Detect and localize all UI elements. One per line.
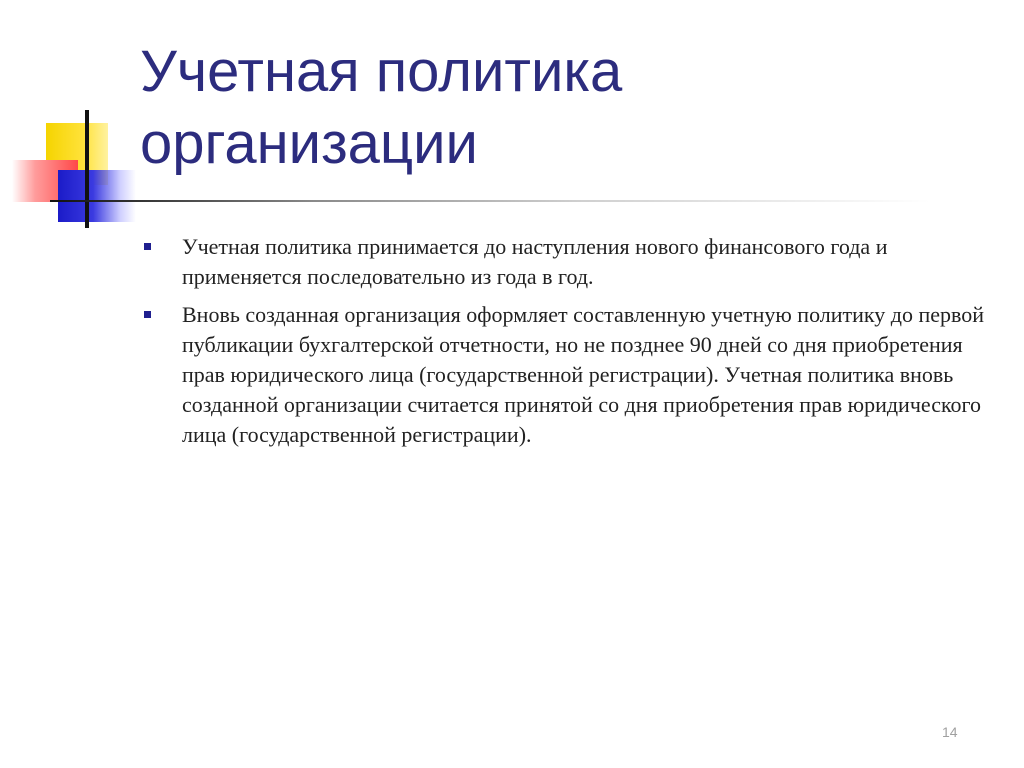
bullet-item: [142, 232, 1002, 292]
slide-title: [140, 36, 960, 180]
slide-title-line-1: Учетная политика: [140, 39, 623, 104]
slide-title-line-2: организации: [140, 111, 478, 176]
bullet-text: Учетная политика принимается до наступления нового финансового года и применяется последовательно из года в год.: [182, 234, 888, 289]
bullet-text: Вновь созданная организация оформляет составленную учетную политику до первой публикации бухгалтерской отчетности, но не позднее 90 дней со дня приобретения прав юридического лица (государственной регистрации). Учетная политика вновь созданной организации считается принятой со дня приобретения прав юридического лица (государственной регистрации).: [182, 302, 985, 447]
page-number: 14: [942, 724, 958, 740]
decorative-vertical-line: [85, 110, 89, 228]
title-underline: [50, 200, 930, 202]
bullet-item: [142, 300, 1002, 450]
square-bullet-icon: [144, 311, 151, 318]
square-bullet-icon: [144, 243, 151, 250]
decorative-blue-gradient: [58, 170, 136, 222]
bullet-list: [142, 232, 1002, 458]
